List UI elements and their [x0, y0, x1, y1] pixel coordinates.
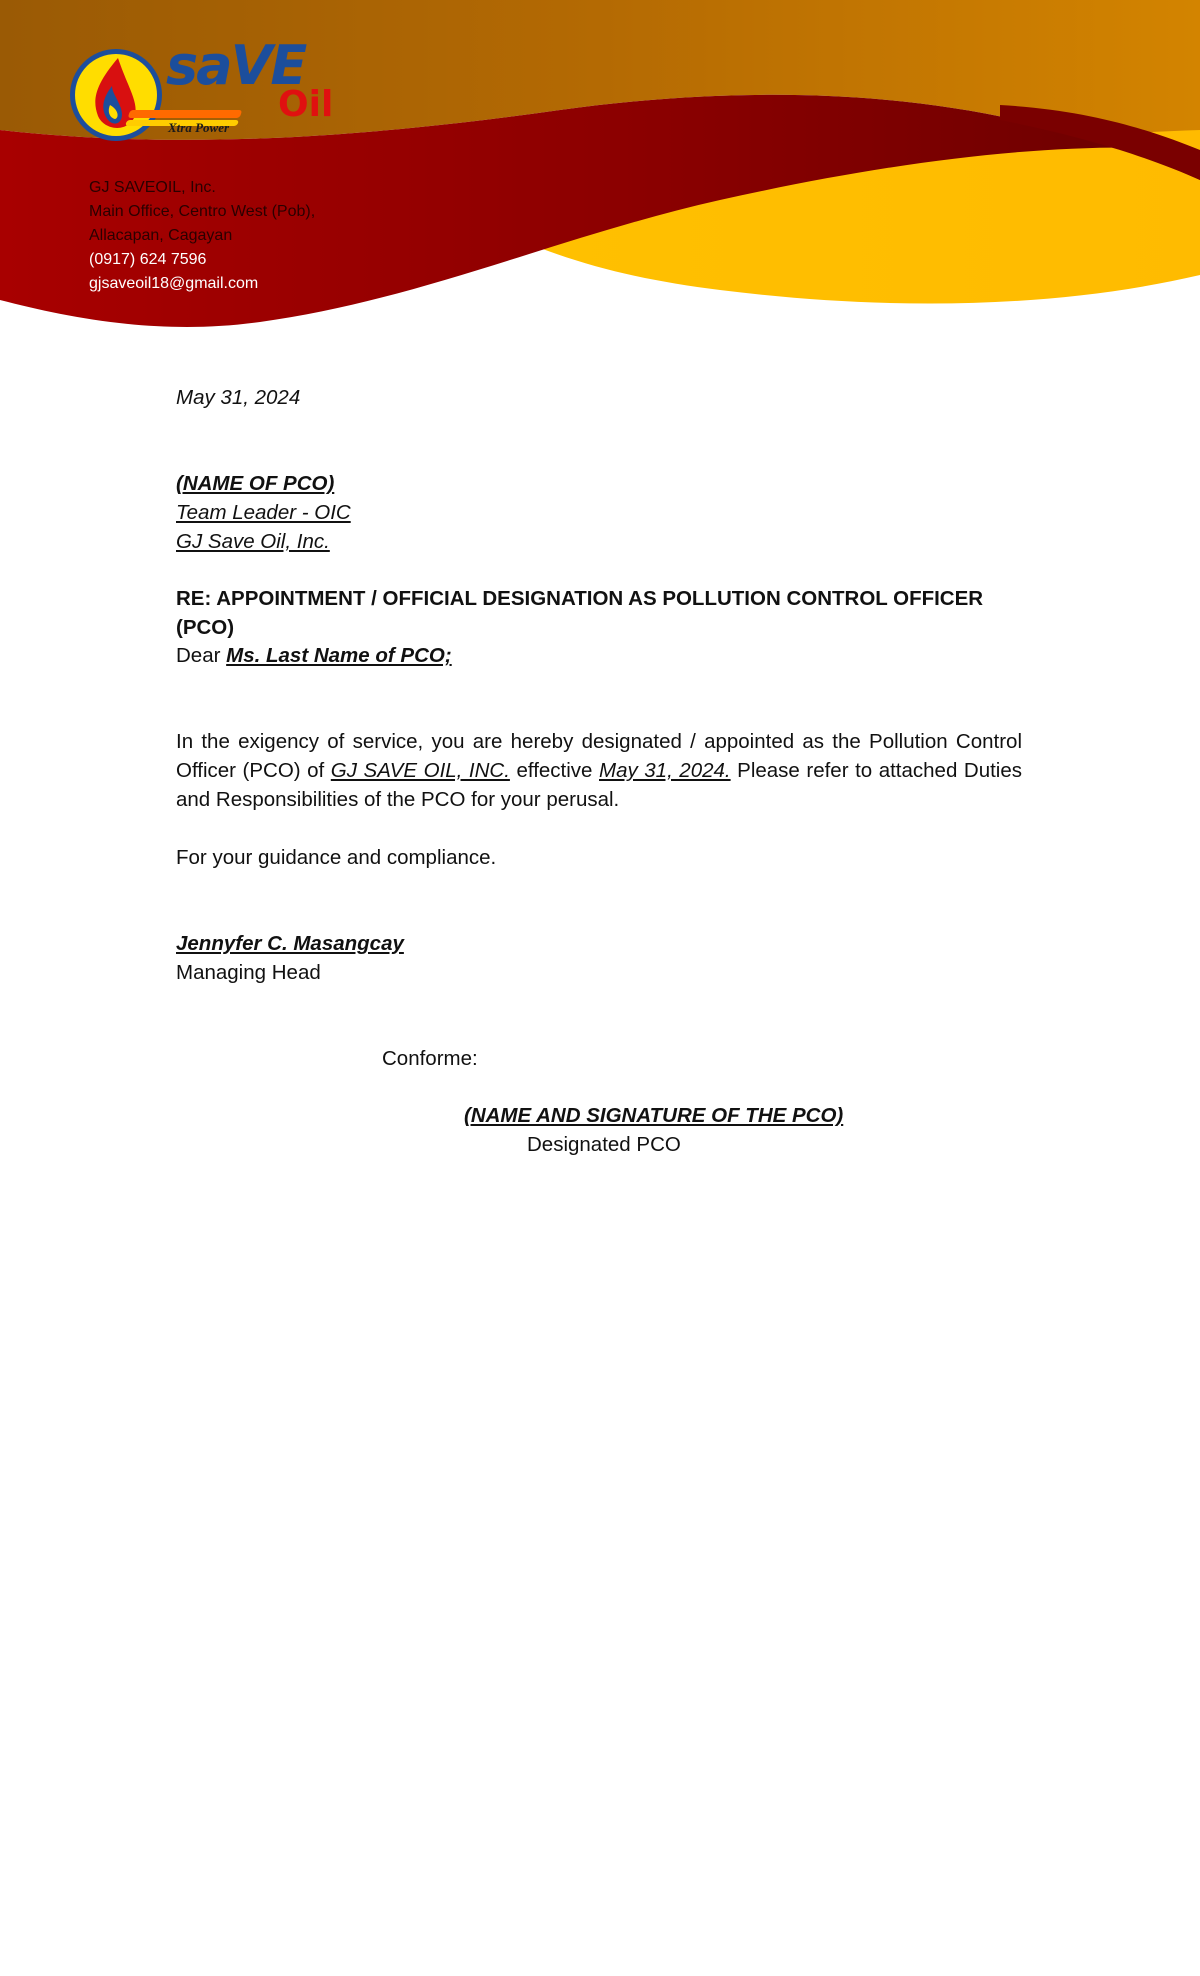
logo-wordmark: [166, 34, 356, 144]
subject-line: RE: APPOINTMENT / OFFICIAL DESIGNATION AS POLLUTION CONTROL OFFICER (PCO): [176, 587, 984, 639]
salutation-prefix: Dear: [176, 644, 221, 667]
body-text-3: Please refer to attached Duties and Responsibilities of the PCO for your perusal.: [176, 759, 1022, 811]
recipient-title: Team Leader - OIC: [176, 501, 351, 524]
conforme-name: [464, 1101, 964, 1130]
conforme-label: Conforme:: [382, 1047, 478, 1070]
body-paragraph: [176, 727, 1022, 814]
logo-word-oil: Oil: [278, 84, 334, 125]
address-line-2: Allacapan, Cagayan: [89, 227, 233, 244]
recipient-block: [176, 469, 1022, 556]
signature-block: [176, 929, 1022, 987]
logo-word-save: saVE: [166, 34, 306, 97]
letter-date: May 31, 2024: [176, 386, 301, 409]
address-line-1: Main Office, Centro West (Pob),: [89, 203, 316, 220]
recipient-company: GJ Save Oil, Inc.: [176, 530, 330, 553]
email-address: gjsaveoil18@gmail.com: [89, 275, 259, 292]
body-date: May 31, 2024.: [599, 759, 731, 782]
company-name: GJ SAVEOIL, Inc.: [89, 179, 216, 196]
signatory-name: Jennyfer C. Masangcay: [176, 932, 404, 955]
letterhead-contact: [89, 176, 315, 296]
signatory-title: Managing Head: [176, 961, 321, 984]
conforme-title: Designated PCO: [527, 1133, 681, 1156]
body-text-1: In the exigency of service, you are hereby designated / appointed as the Pollution Control Officer (PCO) of: [176, 730, 1022, 782]
recipient-name: (NAME OF PCO): [176, 472, 335, 495]
salutation: [176, 641, 1022, 670]
body-company: GJ SAVE OIL, INC.: [330, 759, 510, 782]
phone-number: (0917) 624 7596: [89, 251, 207, 268]
closing-line: For your guidance and compliance.: [176, 846, 497, 869]
body-text-2: effective: [516, 759, 593, 782]
conforme-pco-name: (NAME AND SIGNATURE OF THE PCO): [464, 1104, 844, 1127]
salutation-name: Ms. Last Name of PCO;: [226, 644, 452, 667]
logo-tagline: Xtra Power: [168, 120, 230, 135]
